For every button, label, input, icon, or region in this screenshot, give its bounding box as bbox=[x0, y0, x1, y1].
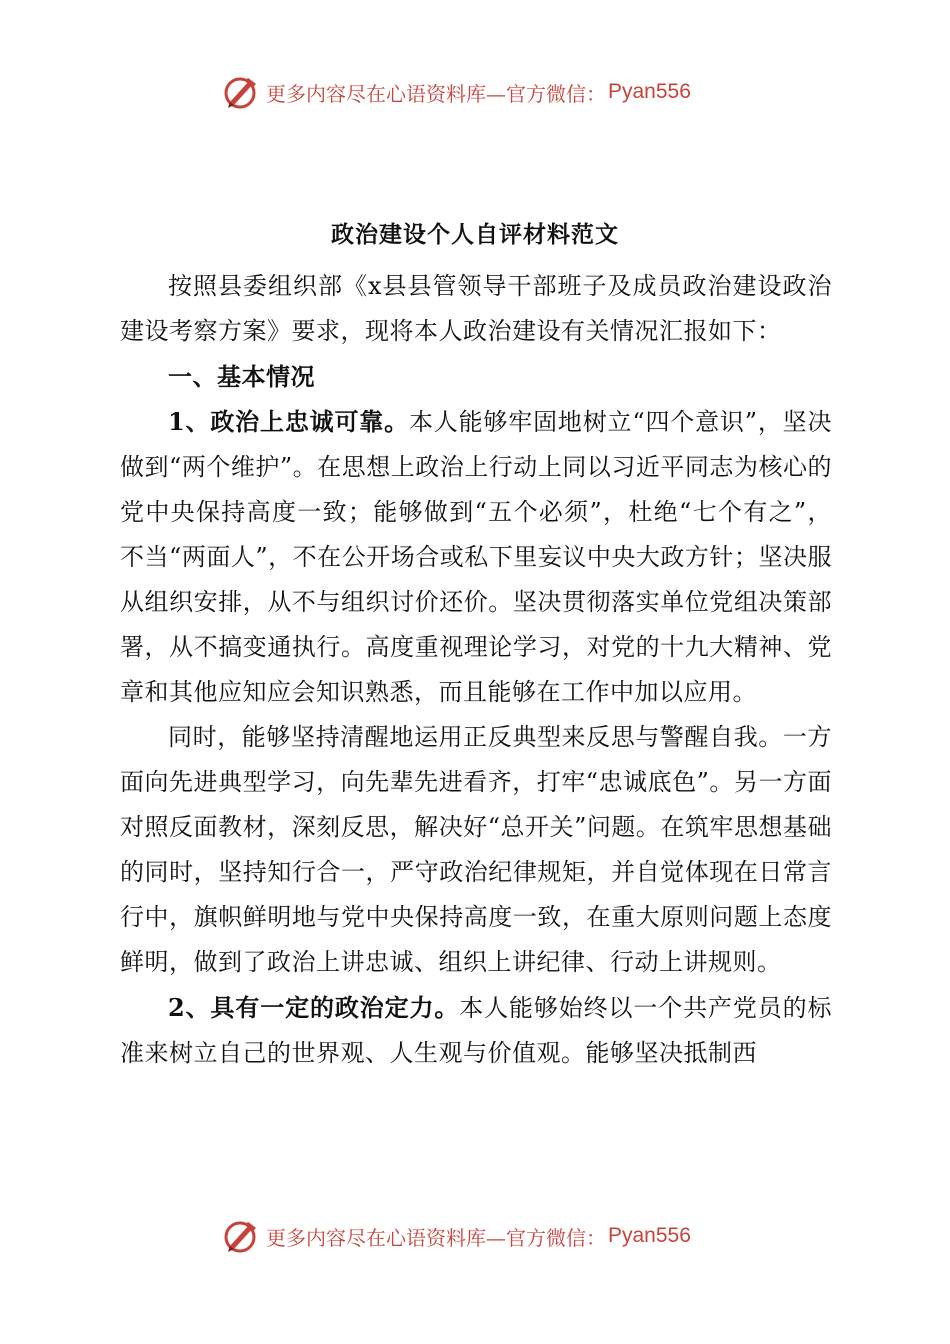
document-title: 政治建设个人自评材料范文 bbox=[331, 221, 619, 248]
pen-logo-icon bbox=[220, 1216, 260, 1256]
item-1-lead: 1、政治上忠诚可靠。 bbox=[168, 407, 409, 436]
watermark-wechat-id: Pyan556 bbox=[608, 80, 691, 103]
item-1-text: 本人能够牢固地树立“四个意识”，坚决做到“两个维护”。在思想上政治上行动上同以习近平同志为核心的党中央保持高度一致；能够做到“五个必须”，杜绝“七个有之”，不当“两面人”，不在公开场合或私下里妄议中央大政方针；坚决服从组织安排，从不与组织讨价还价。坚决贯彻落实单位党组决策部署，从不搞变通执行。高度重视理论学习，对党的十九大精神、党章和其他应知应会知识熟悉，而且能够在工作中加以应用。 bbox=[120, 408, 833, 706]
watermark-text: 更多内容尽在心语资料库—官方微信： bbox=[266, 1225, 606, 1250]
item-2-paragraph bbox=[120, 985, 832, 1076]
item-1-paragraph bbox=[120, 399, 832, 715]
intro-paragraph: 按照县委组织部《x县县管领导干部班子及成员政治建设政治建设考察方案》要求，现将本人政治建设有关情况汇报如下： bbox=[120, 272, 832, 345]
watermark-banner-bottom bbox=[220, 1214, 691, 1258]
pen-logo-icon bbox=[220, 72, 260, 112]
watermark-wechat-id: Pyan556 bbox=[608, 1224, 691, 1247]
watermark-banner-top bbox=[220, 70, 691, 114]
paragraph-2: 同时，能够坚持清醒地运用正反典型来反思与警醒自我。一方面向先进典型学习，向先辈先进看齐，打牢“忠诚底色”。另一方面对照反面教材，深刻反思，解决好“总开关”问题。在筑牢思想基础的同时，坚持知行合一，严守政治纪律规矩，并自觉体现在日常言行中，旗帜鲜明地与党中央保持高度一致，在重大原则问题上态度鲜明，做到了政治上讲忠诚、组织上讲纪律、行动上讲规则。 bbox=[120, 723, 832, 976]
watermark-text: 更多内容尽在心语资料库—官方微信： bbox=[266, 81, 606, 106]
item-2-lead: 2、具有一定的政治定力。 bbox=[168, 993, 460, 1022]
item-2-text: 本人能够始终以一个共产党员的标准来树立自己的世界观、人生观与价值观。能够坚决抵制西 bbox=[120, 994, 833, 1067]
document-body bbox=[120, 264, 832, 1076]
section-heading-basic-situation: 一、基本情况 bbox=[168, 362, 315, 391]
